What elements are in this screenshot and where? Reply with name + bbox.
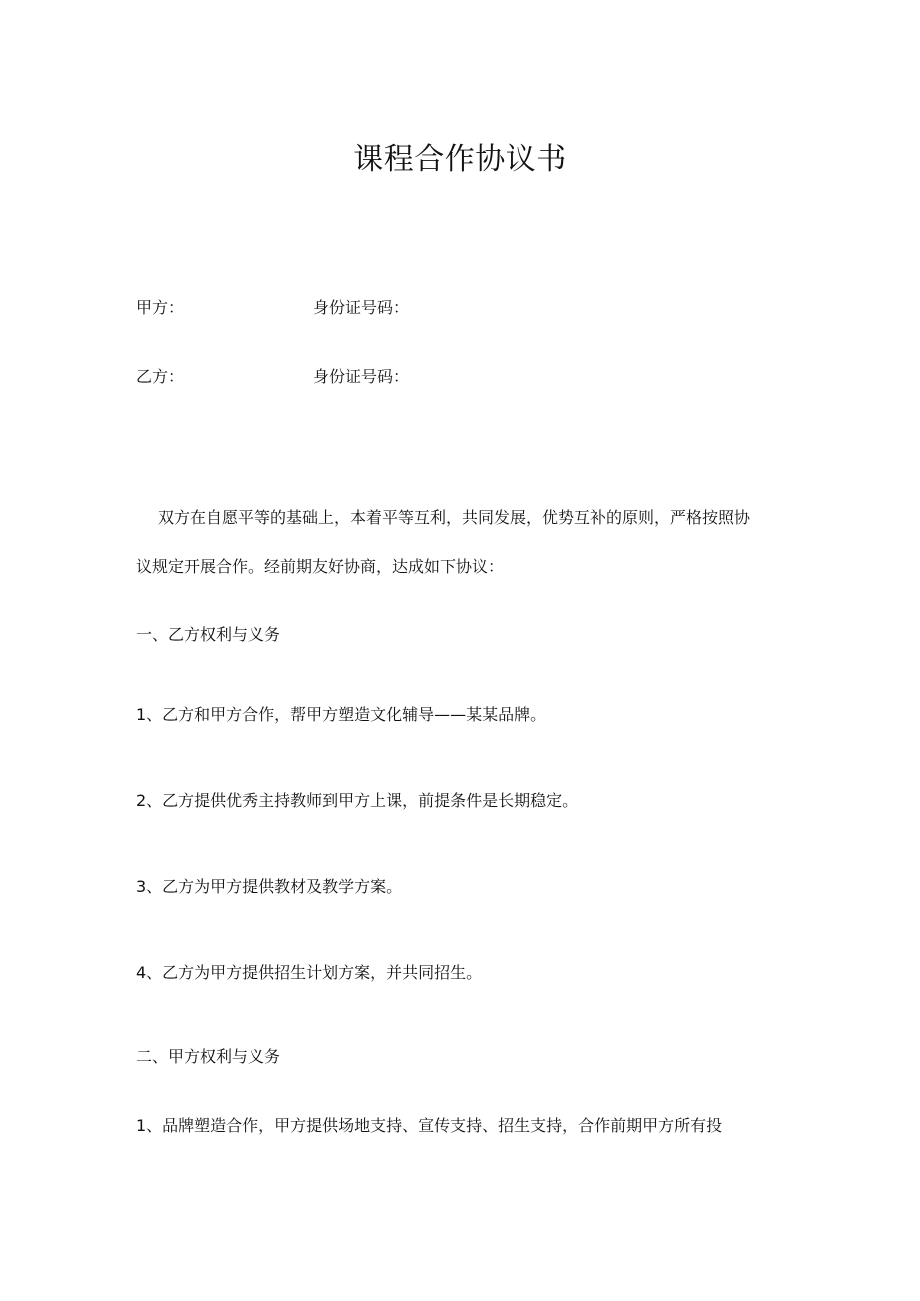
document-title: 课程合作协议书 xyxy=(353,142,567,177)
party-a-label: 甲方： xyxy=(136,298,185,317)
intro-line-2: 议规定开展合作。经前期友好协商，达成如下协议： xyxy=(136,557,505,576)
section-1-item-1: 1、乙方和甲方合作，帮甲方塑造文化辅导——某某品牌。 xyxy=(136,705,547,724)
party-a-id-label: 身份证号码： xyxy=(313,298,410,317)
section-1-item-2: 2、乙方提供优秀主持教师到甲方上课，前提条件是长期稳定。 xyxy=(136,791,579,810)
section-1-item-3: 3、乙方为甲方提供教材及教学方案。 xyxy=(136,877,403,896)
section-2-heading: 二、甲方权利与义务 xyxy=(136,1047,281,1066)
section-1-heading: 一、乙方权利与义务 xyxy=(136,625,281,644)
party-b-id-label: 身份证号码： xyxy=(313,367,410,386)
intro-line-1: 双方在自愿平等的基础上，本着平等互利，共同发展，优势互补的原则，严格按照协 xyxy=(158,508,751,527)
section-1-item-4: 4、乙方为甲方提供招生计划方案，并共同招生。 xyxy=(136,963,483,982)
section-2-item-1: 1、品牌塑造合作，甲方提供场地支持、宣传支持、招生支持，合作前期甲方所有投 xyxy=(136,1116,723,1135)
party-b-label: 乙方： xyxy=(136,367,185,386)
